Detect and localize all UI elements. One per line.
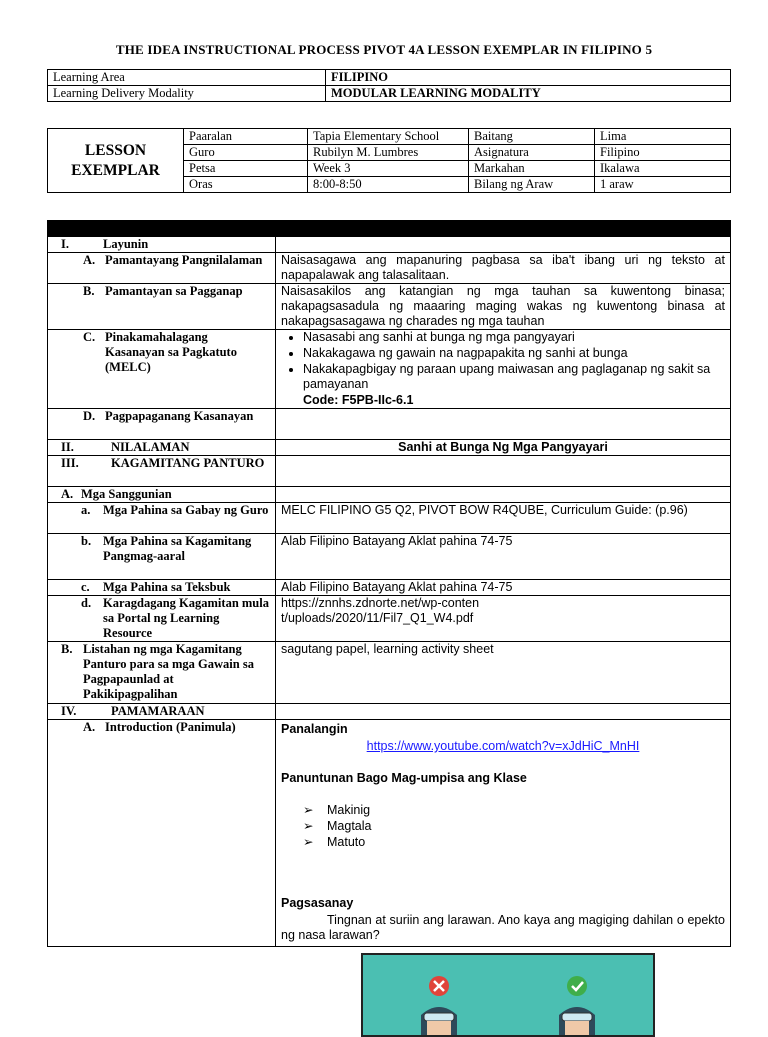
pagsasanay-instruction: Tingnan at suriin ang larawan. Ano kaya ang magiging dahilan o epekto ng nasa larawan? [281,913,725,942]
list-item: ➢ Makinig [303,802,725,818]
pangnilalaman-value: Naisasagawa ang mapanuring pagbasa sa iba't ibang uri ng teksto at napapalawak ang talasalitaan. [276,253,731,284]
introduction-content [276,720,731,947]
row-mga-sanggunian: A. Mga Sanggunian [48,487,276,503]
youtube-link[interactable]: https://www.youtube.com/watch?v=xJdHiC_MnHI [366,739,640,753]
field-value: Rubilyn M. Lumbres [308,145,469,161]
field-label: Bilang ng Araw [469,177,595,193]
pagpapaganang-value [276,409,731,440]
modality-value: MODULAR LEARNING MODALITY [326,86,731,102]
listahan-value: sagutang papel, learning activity sheet [276,642,731,704]
melc-code: Code: F5PB-IIc-6.1 [303,393,414,407]
wrong-icon [429,976,449,996]
panalangin-heading: Panalangin [281,722,348,736]
field-label: Baitang [469,129,595,145]
section-layunin-value [276,237,731,253]
person-left-icon [421,1007,457,1035]
list-item: • Nasasabi ang sanhi at bunga ng mga pangyayari [303,330,725,345]
learning-info-table [47,69,731,102]
melc-list [281,330,725,392]
gabay-ng-guro-value: MELC FILIPINO G5 Q2, PIVOT BOW R4QUBE, Curriculum Guide: (p.96) [276,503,731,534]
teksbuk-value: Alab Filipino Batayang Aklat pahina 74-75 [276,580,731,596]
field-value: Filipino [595,145,731,161]
section-pamamaraan: IV. PAMAMARAAN [48,704,276,720]
pangmag-aaral-value: Alab Filipino Batayang Aklat pahina 74-75 [276,534,731,580]
lesson-exemplar-heading [48,129,184,193]
row-melc: C. Pinakamahalagang Kasanayan sa Pagkatuto (MELC) [48,330,276,409]
nilalaman-value: Sanhi at Bunga Ng Mga Pangyayari [276,440,731,456]
header-bar [48,221,731,237]
modality-label: Learning Delivery Modality [48,86,326,102]
field-label: Petsa [184,161,308,177]
field-label: Guro [184,145,308,161]
rules-list [281,802,725,850]
field-value: Week 3 [308,161,469,177]
list-item: ➢ Matuto [303,834,725,850]
lesson-plan-table [47,220,731,947]
field-label: Markahan [469,161,595,177]
pagganap-value: Naisasakilos ang katangian ng mga tauhan sa kuwentong binasa; nakapagsasadula ng maaaring maging wakas ng kuwentong binasa at nakapagsasagawa ng charades ng mga tauhan [276,284,731,330]
field-value: Lima [595,129,731,145]
list-item: • Nakakapagbigay ng paraan upang maiwasan ang paglaganap ng sakit sa pamayanan [303,362,725,392]
field-value: 1 araw [595,177,731,193]
row-kagamitang-pangmag-aaral: b. Mga Pahina sa Kagamitang Pangmag-aaral [48,534,276,580]
melc-value [276,330,731,409]
karagdagang-kagamitan-value: https://znnhs.zdnorte.net/wp-content/uploads/2020/11/Fil7_Q1_W4.pdf [276,596,731,642]
illustration-image [361,953,655,1037]
row-pamantayang-pangnilalaman: A. Pamantayang Pangnilalaman [48,253,276,284]
field-value: 8:00-8:50 [308,177,469,193]
row-teksbuk: c. Mga Pahina sa Teksbuk [48,580,276,596]
field-label: Paaralan [184,129,308,145]
pamamaraan-value [276,704,731,720]
learning-area-label: Learning Area [48,70,326,86]
heading-line2: EXEMPLAR [71,161,160,179]
panuntunan-heading: Panuntunan Bago Mag-umpisa ang Klase [281,771,527,785]
document-title: THE IDEA INSTRUCTIONAL PROCESS PIVOT 4A LESSON EXEMPLAR IN FILIPINO 5 [115,42,653,57]
person-right-icon [559,1007,595,1035]
learning-area-value: FILIPINO [326,70,731,86]
row-karagdagang-kagamitan: d. Karagdagang Kagamitan mula sa Portal ng Learning Resource [48,596,276,642]
list-item: • Nakakagawa ng gawain na nagpapakita ng sanhi at bunga [303,346,725,361]
mga-sanggunian-value [276,487,731,503]
section-layunin: I. Layunin [48,237,276,253]
row-pagpapaganang-kasanayan: D. Pagpapaganang Kasanayan [48,409,276,440]
row-gabay-ng-guro: a. Mga Pahina sa Gabay ng Guro [48,503,276,534]
field-value: Ikalawa [595,161,731,177]
row-listahan-ng-kagamitan: B. Listahan ng mga Kagamitang Panturo para sa mga Gawain sa Pagpapaunlad at Pakikipagpalihan [48,642,276,704]
illustration-svg [363,955,653,1035]
heading-line1: LESSON [84,141,147,159]
lesson-exemplar-table [47,128,731,193]
kagamitang-panturo-value [276,456,731,487]
list-item: ➢ Magtala [303,818,725,834]
field-label: Asignatura [469,145,595,161]
row-pamantayan-sa-pagganap: B. Pamantayan sa Pagganap [48,284,276,330]
field-value: Tapia Elementary School [308,129,469,145]
row-introduction: A. Introduction (Panimula) [48,720,276,947]
check-icon [567,976,587,996]
field-label: Oras [184,177,308,193]
section-nilalaman: II. NILALAMAN [48,440,276,456]
pagsasanay-heading: Pagsasanay [281,896,354,910]
section-kagamitang-panturo: III. KAGAMITANG PANTURO [48,456,276,487]
